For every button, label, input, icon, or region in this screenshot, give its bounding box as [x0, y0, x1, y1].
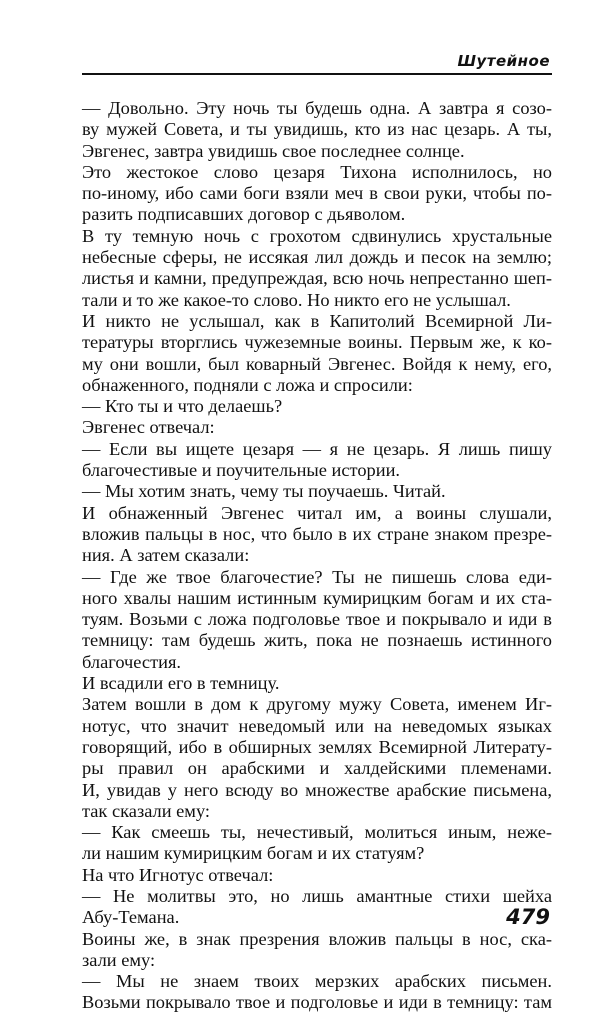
text-line: зали ему: — [82, 949, 156, 970]
text-line: — Довольно. Эту ночь ты будешь одна. А завтра я созо- — [82, 98, 552, 118]
text-line: — Как смеешь ты, нечестивый, молиться иным, нeже- — [82, 822, 552, 843]
text-line: ву мужей Совета, и ты увидишь, кто из нас цезарь. А ты, — [82, 119, 552, 140]
text-line: Воины же, в знак презрения вложив пальцы в нос, ска- — [82, 928, 552, 949]
text-line: — Не молитвы это, но лишь амантные стихи шейха — [82, 885, 552, 906]
text-line: разить подписавших договор с дьяволом. — [82, 204, 406, 225]
text-line: листья и камни, предупреждая, всю ночь непрестанно шеп- — [82, 268, 552, 289]
text-line: говорящий, ибо в обширных землях Всемирной Литерату- — [82, 736, 552, 757]
text-line: тературы вторглись чужеземные воины. Первым же, к ко- — [82, 332, 552, 353]
text-line: Это жестокое слово цезаря Тихона исполнилось, но — [82, 161, 552, 182]
text-line: Затем вошли в дом к другому мужу Совета, именем Иг- — [82, 694, 552, 715]
text-line: — Кто ты и что делаешь? — [82, 396, 283, 417]
text-line: тали и то же какое-то слово. Но никто его не услышал. — [82, 289, 511, 310]
text-line: Возьми покрывало твое и подголовье и иди в темницу: там — [82, 992, 552, 1013]
header-rule — [82, 73, 552, 75]
text-line: му они вошли, был коварный Эвгенес. Войдя к нему, его, — [82, 353, 552, 374]
text-line: Абу-Темана. — [82, 907, 180, 928]
text-line: нотус, что значит неведомый или на неведомых языках — [82, 715, 552, 736]
text-line: благочестия. — [82, 651, 182, 672]
text-line: темницу: там будешь жить, пока не познаешь истинного — [82, 630, 552, 651]
text-line: — Мы не знаем твоих мерзких арабских письмен. — [82, 971, 552, 992]
text-line: ли нашим кумирицким богам и их статуям? — [82, 843, 425, 864]
body-text — [82, 98, 552, 1014]
text-line: И, увидав у него всюду во множестве арабские письмена, — [82, 779, 552, 800]
page-number: 479 — [506, 905, 550, 929]
text-line: Эвгенес отвечал: — [82, 417, 215, 438]
running-head: Шутейное — [457, 52, 550, 70]
text-line: Эвгенес, завтра увидишь свое последнее солнце. — [82, 140, 465, 161]
text-line: ния. А затем сказали: — [82, 545, 250, 566]
text-line: И обнаженный Эвгенес читал им, а воины слушали, — [82, 502, 552, 523]
text-line: В ту темную ночь с грохотом сдвинулись хрустальные — [82, 225, 552, 246]
text-line: — Где же твое благочестие? Ты не пишешь слова еди- — [82, 566, 552, 587]
text-line: — Мы хотим знать, чему ты поучаешь. Читай. — [82, 481, 446, 502]
text-line: ного хвалы нашим истинным кумирицким богам и их ста- — [82, 587, 552, 608]
text-line: так сказали ему: — [82, 800, 211, 821]
text-line: небесные сферы, не иссякая лил дождь и песок на землю; — [82, 247, 552, 268]
text-line: вложив пальцы в нос, что было в их стране знаком презре- — [82, 523, 552, 544]
text-line: по-иному, ибо сами боги взяли меч в свои руки, чтобы по- — [82, 183, 552, 204]
text-line: И всадили его в темницу. — [82, 673, 280, 694]
text-line: ры правил он арабскими и халдейскими племенами. — [82, 758, 552, 779]
text-line: На что Игнотус отвечал: — [82, 864, 274, 885]
text-line: И никто не услышал, как в Капитолий Всемирной Ли- — [82, 310, 552, 331]
text-line: благочестивые и поучительные истории. — [82, 460, 401, 481]
text-line: туям. Возьми с ложа подголовье твое и покрывало и иди в — [82, 609, 552, 630]
text-line: обнаженного, подняли с ложа и спросили: — [82, 374, 413, 395]
text-line: — Если вы ищете цезаря — я не цезарь. Я лишь пишу — [82, 438, 552, 459]
